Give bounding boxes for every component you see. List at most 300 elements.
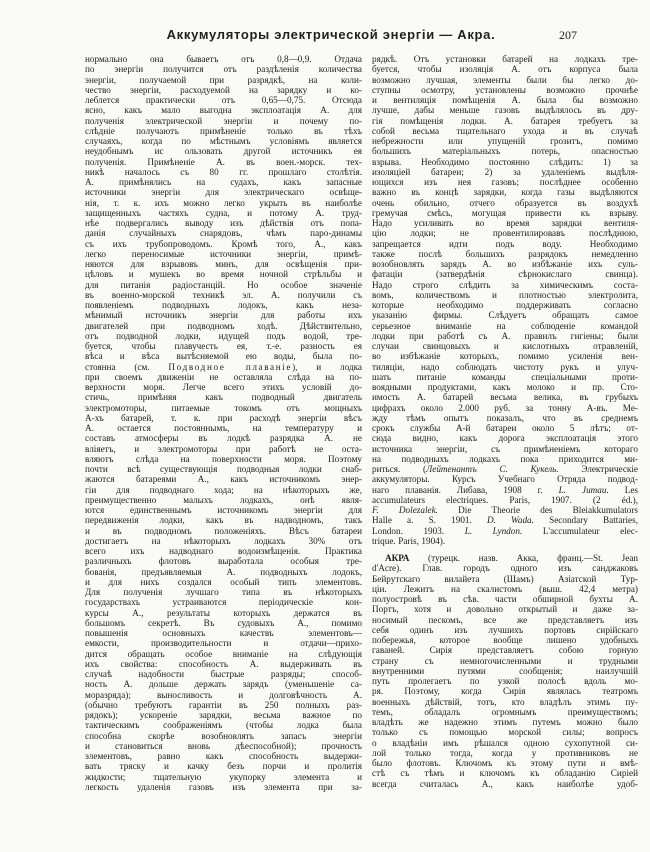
text-line [85, 597, 362, 607]
text-segment: всего ихъ надводнаго водоизмѣщенія. Практика [85, 546, 362, 556]
text-line [85, 382, 362, 392]
text-line [85, 351, 362, 361]
text-line [372, 198, 638, 208]
text-line [372, 157, 638, 167]
text-segment: гремучая смѣсь, могущая привести къ взрыву. [372, 207, 638, 218]
italic-text: D. Wada. [486, 515, 534, 526]
text-line [85, 208, 362, 218]
text-segment: Для полученія лучшаго типа въ нѣкоторыхъ [85, 587, 362, 597]
text-line [85, 403, 362, 413]
text-line [85, 126, 362, 136]
text-line [372, 536, 638, 546]
text-segment: цифрахъ около 2.000 руб. за тонну А-въ. Ме- [372, 402, 638, 413]
text-line [85, 515, 362, 525]
text-segment: ются единственнымъ источникомъ энергіи для [85, 505, 362, 515]
text-line [85, 136, 362, 146]
text-line [372, 413, 638, 423]
text-line [372, 444, 638, 454]
text-line [85, 495, 362, 505]
text-line [85, 608, 362, 618]
text-segment: появленіемъ подводныхъ лодокъ, какъ неза- [85, 300, 362, 310]
text-segment: на подводныхъ лодкахъ пока приходится ми- [372, 453, 638, 464]
text-segment: жидкости; тщательную укупорку элемента и [85, 771, 362, 782]
text-segment: Надо строго слѣдить за химическимъ соста- [372, 279, 638, 290]
text-segment: буется, чтобы плавучесть ея, т.-е. разность ея [85, 341, 362, 351]
text-line [85, 157, 362, 167]
text-line [85, 485, 362, 495]
text-segment: воядными продуктами, какъ молоко и пр. Сто- [372, 382, 638, 392]
text-line [85, 198, 362, 208]
text-segment: важно въ концѣ зарядки, когда газы выдѣляются [372, 187, 638, 198]
text-line [372, 635, 638, 645]
text-line [372, 269, 638, 279]
text-segment: собой весьма тщательнаго ухода и въ случаѣ [372, 125, 638, 136]
text-segment: нормально она бываетъ отъ 0,8—0,9. Отдача [85, 54, 362, 64]
text-segment: никѣ началось съ 80 гг. прошлаго столѣтія. [85, 166, 362, 177]
text-segment: ступны осмотру, установлены возможно прочнѣе [372, 84, 638, 95]
text-line [85, 290, 362, 300]
text-segment: только съ помощью морской силы; вопросъ [372, 727, 638, 738]
text-line [372, 64, 638, 74]
text-segment: достигаетъ на нѣкоторыхъ лодкахъ 30% отъ [85, 535, 362, 546]
text-line [85, 577, 362, 587]
text-line [372, 454, 638, 464]
running-title: Аккумуляторы электрической энергіи — Акра. [166, 27, 496, 42]
text-line [372, 116, 638, 126]
text-segment: стѣ съ тѣмъ и ключомъ къ обладанію Сиріей [372, 768, 638, 779]
text-segment: Die Theorie des Bleiakkumulators [437, 505, 638, 515]
text-line [85, 782, 362, 792]
text-line [85, 105, 362, 115]
text-line [85, 761, 362, 771]
text-line [372, 54, 638, 64]
text-segment: полученія электрической энергіи и почему по- [85, 115, 362, 126]
text-line [372, 392, 638, 402]
text-segment: страну съ немногочисленными и трудными [372, 655, 638, 666]
text-segment: Halle a. S. 1901. [372, 515, 487, 526]
text-segment: неудобнымъ ис ользовать другой источникъ ея [85, 146, 362, 157]
text-line [372, 300, 638, 310]
text-line [85, 649, 362, 659]
text-line [85, 331, 362, 341]
text-segment: срокъ службы А-й батареи около 5 лѣтъ; от- [372, 423, 638, 433]
text-line [85, 423, 362, 433]
text-line [85, 659, 362, 669]
text-line [372, 615, 638, 625]
text-line [372, 464, 638, 474]
text-segment: о владѣніи имъ рѣшался одною сухопутной си- [372, 737, 638, 748]
text-segment: Надо усиливать во время зарядки вентиля- [372, 218, 638, 228]
text-segment: и въ подводномъ положеніяхъ. Вѣсъ батареи [85, 525, 362, 536]
text-segment: сюда видно, какъ дорога эксплоатація этого [372, 433, 638, 444]
text-line [85, 454, 362, 464]
text-segment: вляютъ слѣда на поверхности моря. Поэтому [85, 453, 362, 464]
text-segment: тактическимъ соображеніямъ (чтобы лодка была [85, 720, 362, 731]
text-segment: аккумуляторы. Курсъ Учебнаго Отряда подвод- [372, 474, 638, 485]
text-segment: возможно лучшая, элементы были бы легко до- [372, 74, 638, 85]
text-line [372, 697, 638, 707]
text-line [85, 618, 362, 628]
text-line [85, 116, 362, 126]
text-segment: и становиться вновь дѣеспособной); прочность [85, 740, 362, 751]
text-segment: способна скорѣе возобновлять запасъ энергіи [85, 730, 362, 741]
text-line [372, 95, 638, 105]
text-segment: мѣнимый источникъ энергіи для работы ихъ [85, 310, 362, 321]
text-line [85, 239, 362, 249]
text-line [372, 341, 638, 351]
text-line [372, 423, 638, 433]
text-segment: лой только тогда, когда у противниковъ не [372, 747, 638, 758]
italic-text: Лейтенантъ С. Кукель. [426, 464, 559, 474]
text-segment: London. 1903. [372, 525, 465, 536]
text-line [372, 167, 638, 177]
text-segment: А. остается постояннымъ, на температуру и [85, 423, 362, 433]
text-line [85, 474, 362, 484]
text-segment: лодки при работѣ съ А. правилъ гигіены; были [372, 330, 638, 341]
text-segment: леблется практически отъ 0,65—0,75. Отсюда [85, 95, 362, 105]
text-segment: А-хъ батарей, т. к. при расходѣ энергіи вѣсъ [85, 412, 362, 423]
text-segment: по энергіи получится отъ раздѣленія количества [85, 64, 362, 75]
text-segment: дится обращать особое вниманіе на слѣдующія [85, 648, 362, 659]
entry-word: АКРА [385, 553, 410, 563]
text-line [372, 433, 638, 443]
text-line [85, 690, 362, 700]
text-line [85, 300, 362, 310]
text-segment: во избѣжаніе которыхъ, помимо усиленія вен- [372, 351, 638, 362]
text-segment: нѣе подвергались выводу изъ дѣйствія отъ попа- [85, 218, 362, 228]
text-line [85, 167, 362, 177]
text-segment: Secondary Battaries, [533, 515, 638, 526]
text-segment: побережья, которое вообще лишено удобныхъ [372, 635, 638, 645]
text-line [372, 485, 638, 495]
text-segment: буется, чтобы изоляція А. отъ корпуса была [372, 64, 638, 75]
text-line [85, 464, 362, 474]
text-line [85, 444, 362, 454]
text-segment: двигателей при подводномъ ходѣ. Дѣйствительно, [85, 320, 362, 331]
text-line [85, 310, 362, 320]
text-line [85, 669, 362, 679]
text-segment: ихъ свойства: способность А. выдерживать въ [85, 658, 362, 669]
text-line [85, 567, 362, 577]
text-segment: курсы А., результаты которыхъ держатся въ [85, 607, 362, 618]
text-line [85, 54, 362, 64]
text-segment: электромоторы, питаемые токомъ отъ мощныхъ [85, 402, 362, 413]
text-segment: (обычно требуютъ гарантіи въ 250 полныхъ раз- [85, 699, 362, 710]
text-line [372, 727, 638, 737]
text-segment: почти всѣ существующія подводныя лодки снаб- [85, 464, 362, 474]
text-line [372, 362, 638, 372]
text-line [85, 526, 362, 536]
text-line [372, 372, 638, 382]
text-line [85, 710, 362, 720]
text-segment: Бейрутскаго вилайета (Шамъ) Азіатской Тур- [372, 573, 638, 584]
italic-text: L. Lyndon. [464, 525, 523, 536]
text-segment: цѣловъ и мушекъ во время ночной стрѣльбы и [85, 269, 362, 280]
text-segment: емкости, производительности и отдачи—прихо- [85, 638, 362, 649]
text-segment: Электрическіе [558, 464, 638, 474]
text-segment: было флотовъ. Ключомъ къ этому пути и вмѣ- [372, 758, 638, 768]
text-segment: слѣдніе получаютъ примѣненіе только въ тѣхъ [85, 125, 362, 136]
text-segment: жду тѣмъ опытъ показалъ, что въ среднемъ [372, 412, 638, 423]
text-segment: цію лодки; не провентилировавъ послѣднюю, [372, 228, 638, 239]
text-segment: наго плаванія. Либава, 1908 г. [372, 484, 559, 495]
text-segment: рядкѣ. Отъ установки батарей на лодкахъ тре- [372, 54, 638, 64]
column-left [85, 54, 362, 792]
text-line [85, 772, 362, 782]
column-right [372, 54, 638, 789]
text-line [85, 228, 362, 238]
text-line [85, 587, 362, 597]
text-segment: носимый пескомъ, все же представляетъ изъ [372, 614, 638, 625]
text-segment: легко переносимые источники энергіи, примѣ- [85, 248, 362, 259]
spaced-reference: Подводное плаваніе [168, 361, 293, 372]
text-line [372, 738, 638, 748]
text-line [372, 758, 638, 768]
text-line [372, 666, 638, 676]
text-segment: отъ подводной лодки, идущей подъ водой, тре- [85, 330, 362, 341]
text-line [372, 768, 638, 778]
text-segment: гіи для подводнаго хода; на нѣкоторыхъ же, [85, 484, 362, 495]
text-segment: вать тряску и качку безъ порчи и пролитія [85, 761, 362, 772]
text-line [372, 136, 638, 146]
text-line [372, 187, 638, 197]
text-line [85, 751, 362, 761]
text-line [372, 645, 638, 655]
text-line [85, 64, 362, 74]
text-line [372, 249, 638, 259]
text-segment: владѣть же надежно этимъ путемъ можно было [372, 717, 638, 727]
text-line [372, 351, 638, 361]
text-line [85, 741, 362, 751]
text-line [85, 362, 362, 372]
text-line [85, 249, 362, 259]
text-line [372, 505, 638, 515]
text-segment: гаваней. Сирія представляетъ собою горную [372, 645, 638, 656]
text-line [372, 105, 638, 115]
text-segment: моразряда); выносливость и долговѣчность А. [85, 689, 362, 700]
text-line [85, 218, 362, 228]
text-line [85, 341, 362, 351]
text-segment: указанію фирмы. Слѣдуетъ обращать самое [372, 310, 638, 321]
text-segment: фатаціи (затвердѣнія сѣрнокислаго свинца). [372, 269, 638, 280]
text-segment: небрежности или упущеній грозитъ, помимо [372, 136, 638, 146]
text-segment: источники энергіи для электрическаго освѣще- [85, 187, 362, 198]
text-segment: темъ, обладалъ огромнымъ преимуществомъ; [372, 706, 638, 717]
text-line [372, 126, 638, 136]
text-line [372, 563, 638, 573]
text-segment: повышенія основныхъ качествъ элементовъ— [85, 628, 362, 638]
text-line [85, 556, 362, 566]
text-line [85, 75, 362, 85]
text-line [85, 628, 362, 638]
text-segment: случаѣ надобности быстрые разряды; способ- [85, 669, 362, 679]
text-segment: изоляціей батареи; 2) за удаленіемъ выдѣля- [372, 166, 638, 177]
text-segment: стоянна (см. [85, 361, 169, 372]
text-line [372, 553, 638, 563]
text-segment: бованія, предъявляемыя А. подводныхъ лодокъ, [85, 566, 362, 577]
text-line [372, 707, 638, 717]
text-segment: большихъ матеріальныхъ потерь, опасностью [372, 146, 638, 157]
text-segment: защищенныхъ частяхъ судна, и потому А. труд- [85, 207, 362, 218]
text-segment: рядокъ); ускореніе зарядки, весьма важное по [85, 710, 362, 720]
text-segment: и вентиляція помѣщенія А. была бы возможно [372, 95, 638, 105]
text-line [85, 679, 362, 689]
text-segment: элементовъ, равно какъ способность выдержи- [85, 751, 362, 761]
text-line [372, 656, 638, 666]
text-segment: А. примѣнялись на судахъ, какъ запасные [85, 177, 362, 187]
text-segment: себя одинъ изъ лучшихъ портовъ сирійскаго [372, 624, 638, 635]
text-line [85, 433, 362, 443]
text-line [372, 584, 638, 594]
text-line [372, 85, 638, 95]
text-segment: также послѣ большихъ разрядокъ немедленно [372, 248, 638, 259]
text-segment: всегда считалась А., какъ наиболѣе удоб- [372, 778, 638, 789]
text-segment: полуостровѣ въ сѣв. части обширной бухты А. [372, 594, 638, 604]
text-line [372, 310, 638, 320]
text-segment: передвиженія лодки, какъ въ надводномъ, такъ [85, 515, 362, 526]
text-segment: вомъ, количествомъ и плотностью электролита, [372, 289, 638, 300]
text-segment: чество энергіи, расходуемой на зарядку и ко- [85, 84, 362, 95]
text-line [372, 686, 638, 696]
text-segment: шать питаніе команды спеціальными проти- [372, 371, 638, 382]
text-segment: при своемъ движеніи не оставляла слѣда на по- [85, 371, 362, 382]
text-line [85, 269, 362, 279]
text-line [372, 515, 638, 525]
text-segment: Les [608, 484, 638, 495]
italic-text: F. Dolezalek. [372, 505, 438, 515]
text-segment: тиляціи, надо соблюдать чистоту рукъ и улуч- [372, 361, 638, 372]
text-line [372, 748, 638, 758]
text-line [85, 85, 362, 95]
text-segment: для питанія радіостанцій. Но особое значеніе [85, 279, 362, 290]
text-line [372, 676, 638, 686]
text-segment: въ военно-морской техникѣ эл. А. получили съ [85, 289, 362, 300]
text-line [372, 228, 638, 238]
text-segment: ціи. Лежитъ на скалистомъ (выш. 42,4 метра) [372, 583, 638, 594]
text-line [372, 259, 638, 269]
text-line [372, 526, 638, 536]
text-segment: данія случайныхъ снарядовъ, чѣмъ паро-динамы [85, 228, 362, 239]
text-line [372, 280, 638, 290]
text-segment: возобновлять зарядъ А. во избѣжаніе ихъ суль- [372, 259, 638, 269]
page-number: 207 [559, 28, 577, 42]
text-line [372, 177, 638, 187]
text-segment: ря. Поэтому, когда Сирія являлась театромъ [372, 686, 638, 697]
text-segment: ), и лодка [292, 361, 362, 372]
text-line [85, 700, 362, 710]
text-segment: жаются батареями А., какъ источникомъ энер- [85, 474, 362, 485]
text-line [372, 239, 638, 249]
text-segment: запрещается идти подъ воду. Необходимо [372, 238, 638, 249]
text-segment: съ ихъ трубопроводомъ. Кромѣ того, А., какъ [85, 238, 362, 249]
paragraph [372, 54, 638, 546]
text-line [85, 321, 362, 331]
text-line [372, 208, 638, 218]
text-segment: Портъ, хотя и довольно открытый и даже за- [372, 604, 638, 615]
text-line [85, 413, 362, 423]
text-segment: верхности моря. Легче всего этихъ условій до- [85, 382, 362, 392]
text-line [372, 331, 638, 341]
text-segment: вѣса и вѣса вытѣсняемой ею воды, была по- [85, 351, 362, 362]
text-segment: имость А. батарей весьма велика, въ грубыхъ [372, 392, 638, 403]
text-segment: ность А. дольше держать зарядъ (уменьшеніе са- [85, 679, 362, 690]
text-segment: accumulateurs electriques. Paris, 1907. (2 éd.), [372, 494, 638, 505]
text-line [85, 187, 362, 197]
text-segment: государствахъ устраиваются періодическіе кон- [85, 597, 362, 608]
text-line [372, 75, 638, 85]
text-segment: нія, т. к. ихъ можно легко укрыть въ наиболѣе [85, 197, 362, 208]
text-segment: стичь, примѣняя какъ подводный двигатель [85, 392, 362, 403]
text-segment: ясно, какъ мало выгодна эксплоатація А. для [85, 105, 362, 116]
text-line [85, 505, 362, 515]
text-segment: военныхъ дѣйствій, тотъ, кто владѣлъ этимъ пу- [372, 696, 638, 707]
text-segment: няются для взрывовъ минъ, для освѣщенія при- [85, 259, 362, 269]
text-line [372, 321, 638, 331]
text-line [85, 392, 362, 402]
text-line [85, 536, 362, 546]
text-line [372, 146, 638, 156]
text-segment: составъ атмосферы въ лодкѣ разрядка А. не [85, 433, 362, 444]
text-line [372, 290, 638, 300]
running-header [85, 27, 577, 43]
text-segment: путь пролегаетъ по узкой полосѣ вдоль мо- [372, 676, 638, 686]
text-segment: риться. ( [372, 464, 427, 474]
text-segment: ющихся изъ нея газовъ; послѣднее особенно [372, 177, 638, 187]
text-segment: различныхъ флотовъ выработала особыя тре- [85, 556, 362, 567]
text-segment: вліяетъ, и электромоторы при работѣ не оста- [85, 443, 362, 454]
text-line [85, 177, 362, 187]
text-segment: гія помѣщенія лодки. А. батарея требуетъ за [372, 115, 638, 126]
text-line [372, 625, 638, 635]
text-segment: которые необходимо поддерживать согласно [372, 300, 638, 310]
paragraph [372, 553, 638, 789]
text-segment: большомъ секретѣ. Въ судовыхъ А., помимо [85, 617, 362, 628]
text-line [372, 218, 638, 228]
text-line [372, 574, 638, 584]
text-line [85, 720, 362, 730]
text-line [372, 779, 638, 789]
text-segment: взрыва. Необходимо постоянно слѣдить: 1) за [372, 156, 638, 167]
text-line [372, 604, 638, 614]
text-line [372, 495, 638, 505]
text-segment: внутренними путями сообщенія; наилучшій [372, 665, 638, 676]
text-line [85, 259, 362, 269]
text-segment: и для нихъ создался особый типъ элементовъ. [85, 576, 362, 587]
text-line [372, 382, 638, 392]
text-segment: энергіи, получаемой при разрядкѣ, на коли- [85, 74, 362, 85]
text-segment: случаяхъ, когда по мѣстнымъ условіямъ является [85, 136, 362, 146]
text-segment: источника энергіи, съ примѣненіемъ котораго [372, 443, 638, 454]
paragraph [85, 54, 362, 792]
text-line [372, 474, 638, 484]
text-line [85, 546, 362, 556]
italic-text: L. Jumau. [558, 484, 609, 495]
text-segment: trique. Paris, 1904). [372, 535, 446, 546]
text-line [85, 638, 362, 648]
text-segment: L'accumulateur elec- [522, 525, 638, 536]
text-line [85, 146, 362, 156]
text-line [85, 95, 362, 105]
text-segment: лучше, дабы меньше газовъ выдѣлялось въ дру- [372, 105, 638, 116]
text-line [85, 280, 362, 290]
text-line [85, 372, 362, 382]
text-segment: легкость удаленія газовъ изъ элемента при за- [85, 781, 362, 792]
text-line [85, 731, 362, 741]
text-line [372, 403, 638, 413]
text-segment: серьезное вниманіе на соблюденіе командой [372, 320, 638, 331]
text-line [372, 594, 638, 604]
text-line [372, 717, 638, 727]
